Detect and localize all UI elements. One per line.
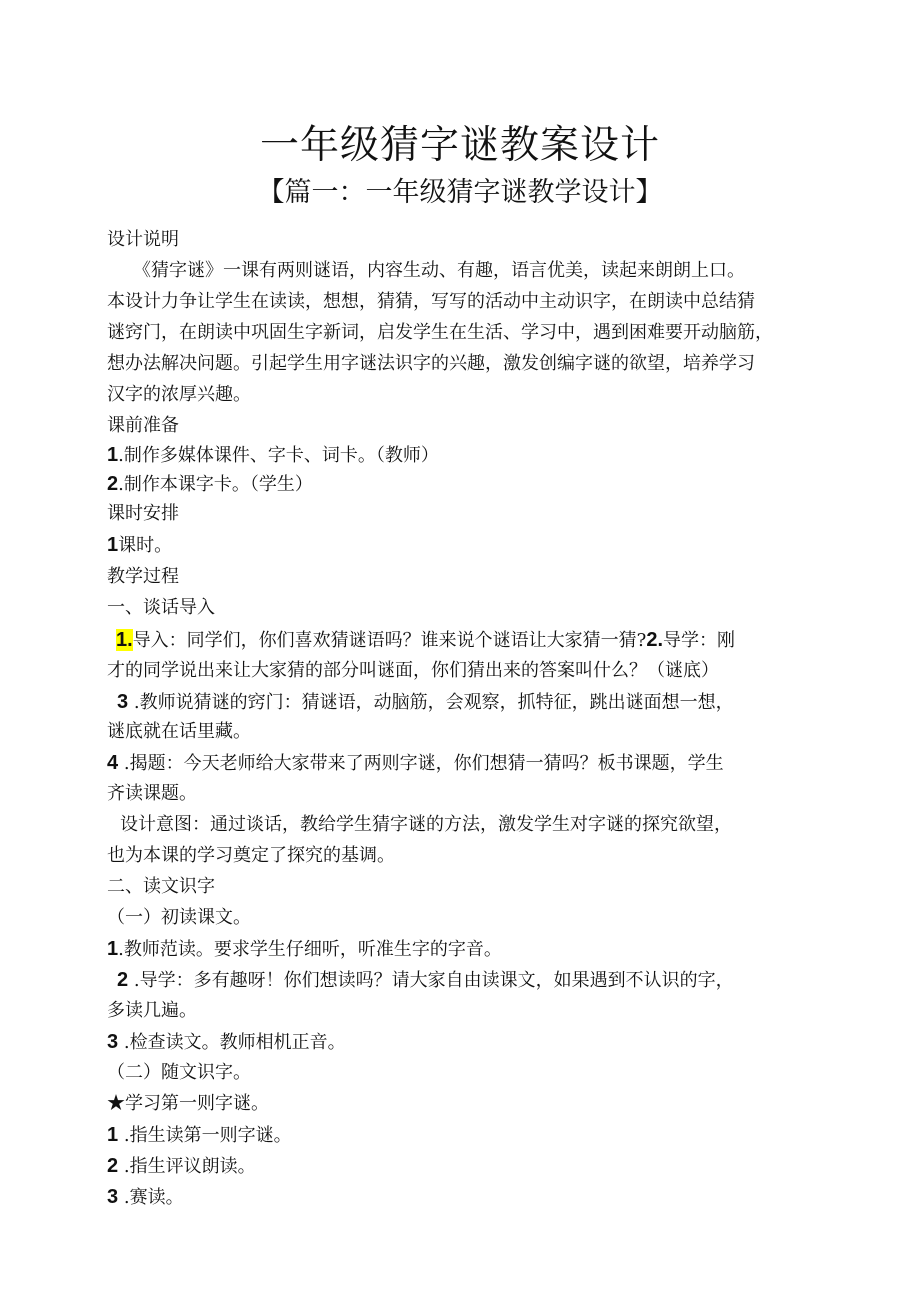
list-item — [116, 628, 735, 653]
list-item — [107, 937, 502, 962]
paragraph-line: 想办法解决问题。引起学生用字谜法识字的兴趣，激发创编字谜的欲望，培养学习 — [107, 353, 755, 374]
section-heading-design-notes: 设计说明 — [107, 229, 179, 250]
paragraph-line: 《猜字谜》一课有两则谜语，内容生动、有趣，语言优美，读起来朗朗上口。 — [133, 260, 745, 281]
list-text: 课时。 — [118, 535, 173, 556]
list-text: .指生评议朗读。 — [123, 1156, 256, 1177]
list-number: 4 — [107, 752, 119, 774]
section-heading-preparation: 课前准备 — [107, 415, 179, 436]
paragraph-line: 谜底就在话里藏。 — [107, 721, 251, 742]
list-number: 1 — [107, 1124, 119, 1146]
list-text: .赛读。 — [123, 1187, 184, 1208]
list-text: .制作多媒体课件、字卡、词卡。（教师） — [118, 445, 439, 466]
list-number: 3 — [107, 1031, 119, 1053]
list-text: .指生读第一则字谜。 — [123, 1125, 292, 1146]
list-item — [107, 751, 724, 776]
subsection-heading: ★学习第一则字谜。 — [107, 1093, 269, 1114]
list-number: 3 — [117, 691, 129, 713]
document-subtitle: 【篇一：一年级猜字谜教学设计】 — [257, 177, 663, 208]
list-text: 导学：刚 — [663, 630, 736, 651]
list-item — [107, 1185, 184, 1210]
subsection-heading: 二、读文识字 — [107, 876, 215, 897]
list-item — [107, 443, 439, 468]
list-text: .教师范读。要求学生仔细听，听准生字的字音。 — [118, 939, 502, 960]
list-text: .检查读文。教师相机正音。 — [123, 1032, 346, 1053]
subsection-heading: （一）初读课文。 — [107, 907, 251, 928]
list-item — [107, 1123, 292, 1148]
paragraph-line: 齐读课题。 — [107, 783, 197, 804]
paragraph-line: 才的同学说出来让大家猜的部分叫谜面，你们猜出来的答案叫什么？（谜底） — [107, 660, 719, 681]
paragraph-line: 谜窍门，在朗读中巩固生字新词，启发学生在生活、学习中，遇到困难要开动脑筋， — [107, 322, 773, 343]
list-number: 1 — [107, 444, 119, 466]
document-title: 一年级猜字谜教案设计 — [259, 123, 660, 168]
highlighted-number: 1. — [116, 629, 133, 651]
list-item — [107, 1030, 346, 1055]
list-text: 导入：同学们，你们喜欢猜谜语吗？谁来说个谜语让大家猜一猜? — [132, 630, 647, 651]
list-item — [117, 690, 734, 715]
list-item — [117, 968, 734, 993]
section-heading-schedule: 课时安排 — [107, 503, 179, 524]
list-item — [107, 533, 172, 558]
list-number: 1 — [107, 534, 119, 556]
list-number: 2 — [107, 473, 119, 495]
list-number: 2 — [117, 969, 129, 991]
subsection-heading: （二）随文识字。 — [107, 1062, 251, 1083]
subsection-heading: 一、谈话导入 — [107, 597, 215, 618]
paragraph-line: 本设计力争让学生在读读，想想，猜猜，写写的活动中主动识字，在朗读中总结猜 — [107, 291, 755, 312]
list-text: .教师说猜谜的窍门：猜谜语，动脑筋，会观察，抓特征，跳出谜面想一想， — [133, 692, 734, 713]
list-item — [107, 472, 313, 497]
list-number: 2. — [646, 629, 664, 651]
list-text: .导学：多有趣呀！你们想读吗？请大家自由读课文，如果遇到不认识的字， — [133, 970, 734, 991]
list-item — [107, 1154, 256, 1179]
paragraph-line: 多读几遍。 — [107, 1000, 197, 1021]
list-text: .制作本课字卡。（学生） — [118, 474, 313, 495]
list-number: 1 — [107, 938, 119, 960]
paragraph-line: 设计意图：通过谈话，教给学生猜字谜的方法，激发学生对字谜的探究欲望， — [120, 814, 732, 835]
paragraph-line: 也为本课的学习奠定了探究的基调。 — [107, 845, 395, 866]
section-heading-process: 教学过程 — [107, 566, 179, 587]
list-number: 3 — [107, 1186, 119, 1208]
paragraph-line: 汉字的浓厚兴趣。 — [107, 384, 251, 405]
list-text: .揭题：今天老师给大家带来了两则字谜，你们想猜一猜吗？板书课题，学生 — [123, 753, 724, 774]
list-number: 2 — [107, 1155, 119, 1177]
